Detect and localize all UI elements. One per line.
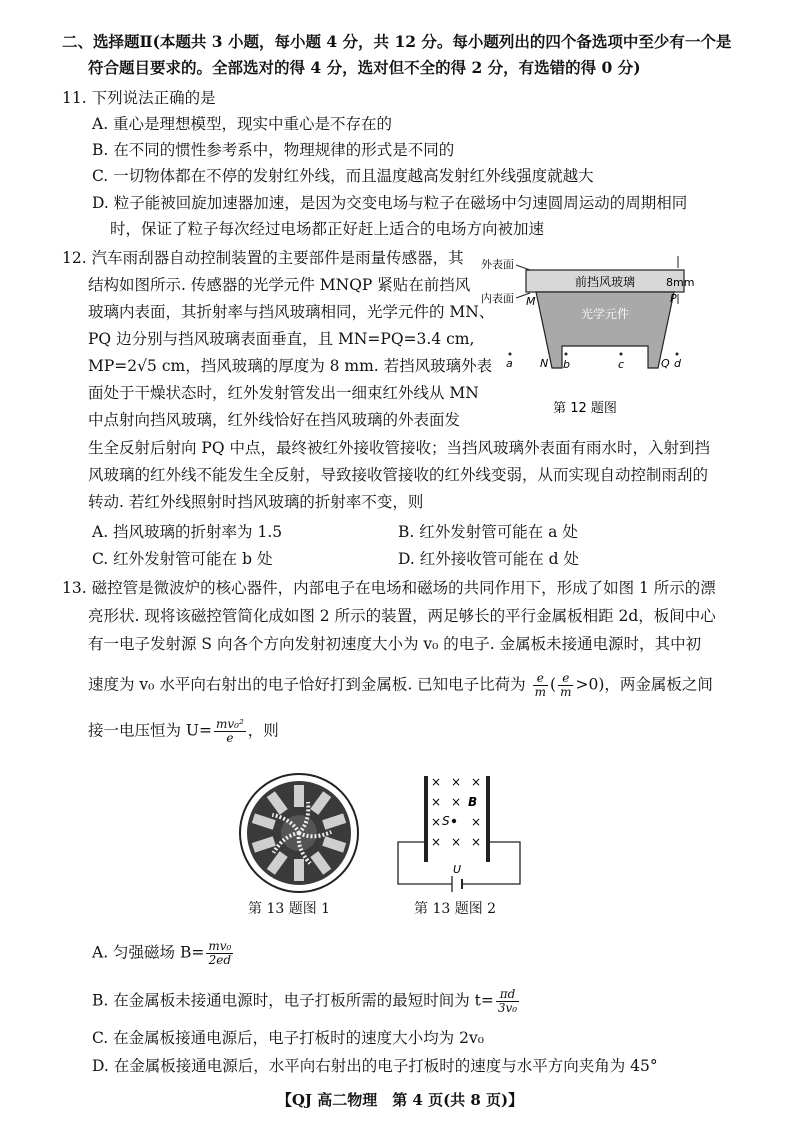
frac-num-e: e [533, 672, 548, 686]
q13-line5-text: 接一电压恒为 U= [88, 721, 212, 740]
vertex-Q: Q [661, 357, 670, 370]
option-a-den: 2ed [208, 953, 232, 968]
frac-den-e: e [226, 731, 234, 746]
q12-figure [478, 250, 703, 425]
thickness-label: 8mm [666, 276, 695, 289]
q13-line4 [88, 672, 713, 699]
point-c-dot [620, 353, 623, 356]
source-S-dot [452, 819, 456, 823]
point-a: a [506, 357, 513, 370]
field-cross: × [450, 775, 462, 789]
q12-line7: 中点射向挡风玻璃，红外线恰好在挡风玻璃的外表面发 [88, 411, 461, 429]
q12-line8: 生全反射后射向 PQ 中点，最终被红外接收管接收；当挡风玻璃外表面有雨水时，入射到挡 [88, 439, 710, 457]
q11-option-d-line1: D. 粒子能被回旋加速器加速，是因为交变电场与粒子在磁场中匀速圆周运动的周期相同 [92, 194, 688, 212]
windshield-label: 前挡风玻璃 [574, 275, 636, 289]
option-b-den: 3v₀ [497, 1001, 518, 1016]
q13-option-b [92, 988, 521, 1015]
frac-den-m: m [534, 685, 547, 700]
q12-option-a: A. 挡风玻璃的折射率为 1.5 [92, 523, 283, 541]
label-S: S [442, 814, 450, 828]
q12-line3: 玻璃内表面，其折射率与挡风玻璃相同，光学元件的 MN、 [88, 303, 495, 321]
q11-option-b: B. 在不同的惯性参考系中，物理规律的形式是不同的 [92, 141, 455, 159]
vertex-P: P [670, 292, 677, 305]
section-header-line1: 二、选择题Ⅱ(本题共 3 小题，每小题 4 分，共 12 分。每小题列出的四个备选项中至少有一个是 [62, 32, 732, 51]
q12-option-d: D. 红外接收管可能在 d 处 [398, 550, 580, 568]
q13-line4-text: 速度为 v₀ 水平向右射出的电子恰好打到金属板. 已知电子比荷为 [88, 675, 526, 694]
point-c: c [618, 358, 625, 371]
field-cross: × [430, 775, 442, 789]
field-cross: × [450, 795, 462, 809]
point-b-dot [565, 353, 568, 356]
option-b-num: πd [496, 988, 519, 1002]
q11-option-a: A. 重心是理想模型，现实中重心是不存在的 [92, 115, 393, 133]
point-d-dot [676, 353, 679, 356]
point-d: d [674, 357, 681, 370]
q13-option-a [92, 940, 235, 967]
q12-line5: MP=2√5 cm，挡风玻璃的厚度为 8 mm. 若挡风玻璃外表 [88, 357, 493, 375]
q11-option-c: C. 一切物体都在不停的发射红外线，而且温度越高发射红外线强度就越大 [92, 167, 594, 185]
q13-line4-tail: ，两金属板之间 [604, 675, 713, 694]
q12-figure-caption: 第 12 题图 [553, 401, 617, 416]
q13-option-a-text: A. 匀强磁场 B= [92, 943, 205, 962]
point-a-dot [509, 353, 512, 356]
option-b-fraction [496, 988, 519, 1015]
vertex-N: N [540, 357, 549, 370]
q12-line2: 结构如图所示. 传感器的光学元件 MNQP 紧贴在前挡风 [88, 276, 471, 294]
option-a-fraction [206, 940, 233, 967]
vertex-M: M [526, 295, 536, 308]
q13-option-c: C. 在金属板接通电源后，电子打板时的速度大小均为 2v₀ [92, 1029, 484, 1047]
magnetron-vane [294, 859, 304, 881]
option-a-num: mv₀ [208, 939, 232, 953]
optical-element-label: 光学元件 [580, 307, 630, 321]
q12-line10: 转动. 若红外线照射时挡风玻璃的折射率不变，则 [88, 493, 424, 511]
paren-open: ( [550, 675, 557, 694]
page-footer: 【QJ 高二物理 第 4 页(共 8 页)】 [276, 1091, 524, 1109]
outer-surface-label: 外表面 [481, 258, 514, 271]
q11-stem: 11. 下列说法正确的是 [62, 89, 216, 107]
paren-close: >0) [575, 675, 605, 694]
q13-line2: 亮形状. 现将该磁控管简化成如图 2 所示的装置，两足够长的平行金属板相距 2d，板间中心 [88, 607, 716, 625]
field-cross: × [430, 795, 442, 809]
field-cross: × [470, 815, 482, 829]
left-plate [424, 776, 428, 862]
fig2-caption: 第 13 题图 2 [414, 901, 497, 917]
magnetron-vane [294, 785, 304, 807]
plates-figure [390, 772, 530, 894]
section-header-line2: 符合题目要求的。全部选对的得 4 分，选对但不全的得 2 分，有选错的得 0 分) [88, 58, 641, 77]
q13-line1: 13. 磁控管是微波炉的核心器件，内部电子在电场和磁场的共同作用下，形成了如图 1 所示的漂 [62, 579, 716, 597]
frac-den-m-2: m [560, 685, 572, 700]
frac-num-mv0sq: mv₀² [215, 717, 244, 731]
q12-line9: 风玻璃的红外线不能发生全反射，导致接收管接收的红外线变弱，从而实现自动控制雨刮的 [88, 466, 709, 484]
field-cross: × [430, 835, 442, 849]
q12-option-b: B. 红外发射管可能在 a 处 [398, 523, 578, 541]
charge-mass-fraction [533, 672, 548, 699]
optical-element [536, 292, 674, 368]
frac-num-e-2: e [558, 672, 573, 686]
label-B: B [468, 795, 478, 809]
voltage-fraction [214, 718, 246, 745]
point-b: b [563, 358, 570, 371]
charge-mass-fraction-2 [558, 672, 573, 699]
right-plate [486, 776, 490, 862]
field-cross: × [470, 775, 482, 789]
q13-line5-tail: ，则 [247, 721, 279, 740]
q11-option-d-line2: 时，保证了粒子每次经过电场都正好赶上适合的电场方向被加速 [110, 220, 545, 238]
magnetic-field-crosses [431, 775, 481, 849]
q12-line4: PQ 边分别与挡风玻璃表面垂直，且 MN=PQ=3.4 cm, [88, 330, 475, 348]
field-cross: × [470, 835, 482, 849]
inner-surface-label: 内表面 [481, 292, 514, 305]
field-cross: × [430, 815, 442, 829]
q13-option-d: D. 在金属板接通电源后，水平向右射出的电子打板时的速度与水平方向夹角为 45° [92, 1057, 658, 1075]
label-U: U [453, 863, 462, 876]
q12-option-c: C. 红外发射管可能在 b 处 [92, 550, 273, 568]
field-cross: × [450, 835, 462, 849]
q12-line6: 面处于干燥状态时，红外发射管发出一细束红外线从 MN [88, 384, 479, 402]
q12-line1: 12. 汽车雨刮器自动控制装置的主要部件是雨量传感器，其 [62, 249, 464, 267]
q13-line3: 有一电子发射源 S 向各个方向发射初速度大小为 v₀ 的电子. 金属板未接通电源时，其中初 [88, 635, 702, 653]
q13-line5 [88, 718, 279, 745]
outer-surface-pointer [516, 265, 530, 270]
magnetron-figure [238, 772, 360, 894]
fig1-caption: 第 13 题图 1 [248, 901, 331, 917]
q13-option-b-text: B. 在金属板未接通电源时，电子打板所需的最短时间为 t= [92, 991, 494, 1010]
